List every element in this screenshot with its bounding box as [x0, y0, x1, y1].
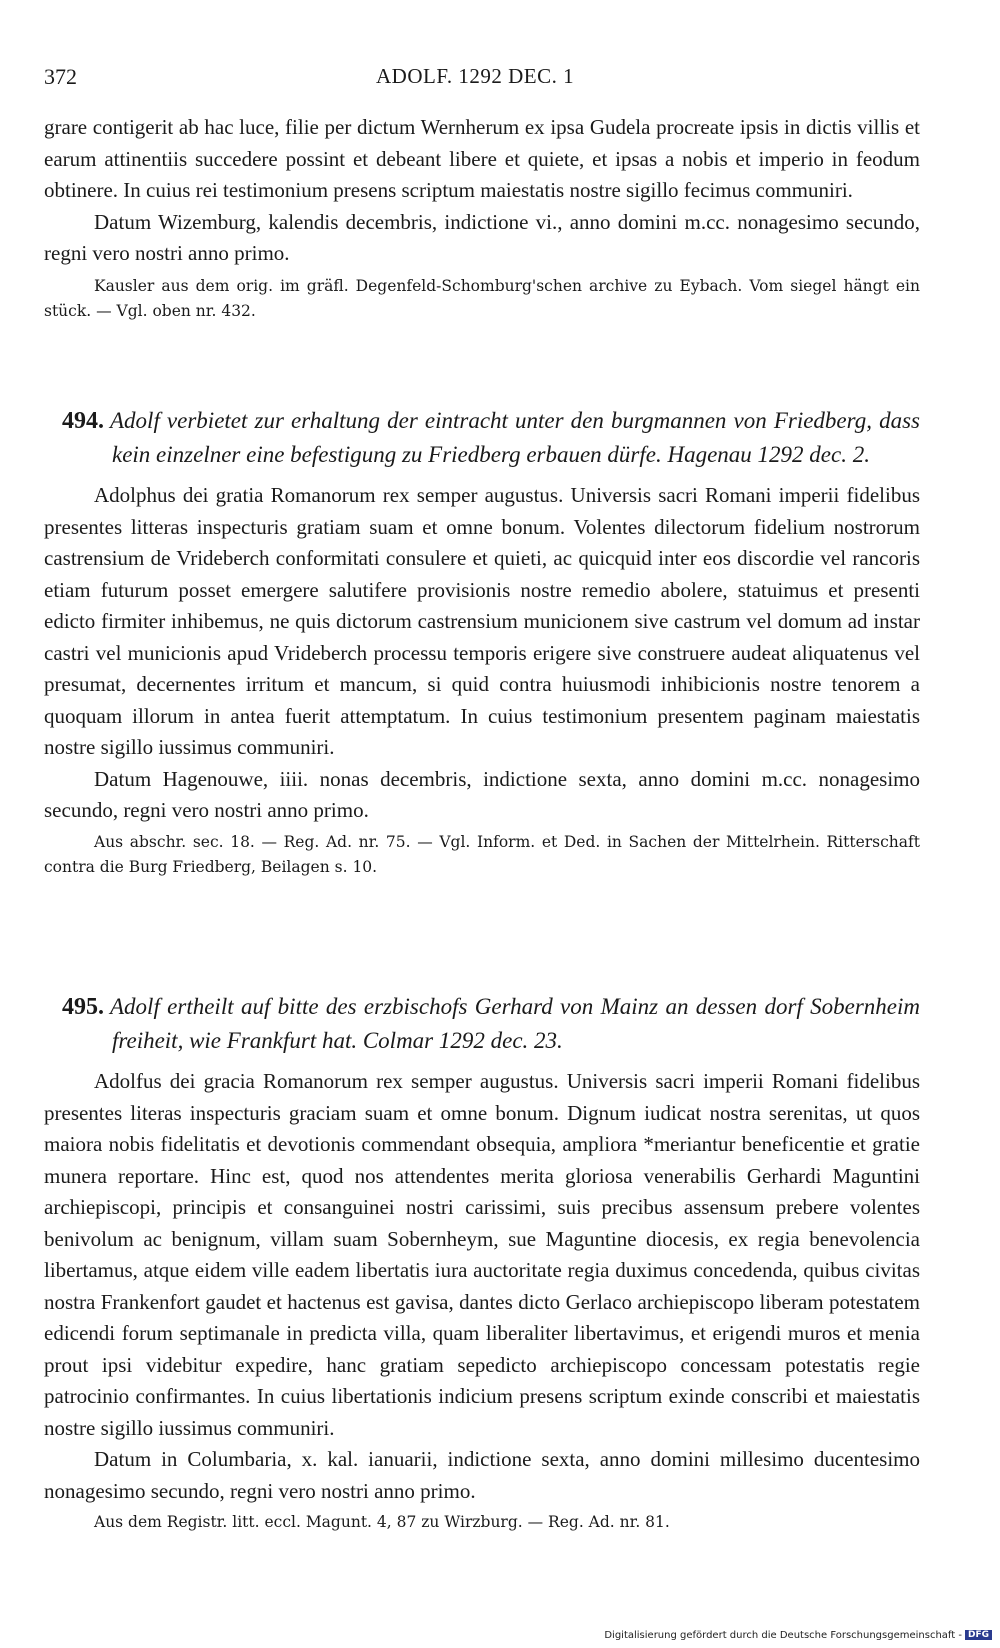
- page-number: 372: [44, 64, 77, 89]
- entry-494-datum: [44, 764, 920, 827]
- entry-494-datum-text: Datum Hagenouwe, iiii. nonas decembris, indictione sexta, anno domini m.cc. nonagesimo secundo, regni vero nostri anno primo.: [44, 766, 920, 822]
- entry-495-source-note-text: Aus dem Registr. litt. eccl. Magunt. 4, 87 zu Wirzburg. — Reg. Ad. nr. 81.: [94, 1513, 670, 1531]
- dfg-logo: DFG: [965, 1630, 992, 1640]
- entry-495-heading: [44, 990, 920, 1057]
- entry-494-text: [44, 480, 920, 764]
- entry-495-title: Adolf ertheilt auf bitte des erzbischofs Gerhard von Mainz an dessen dorf Sobernheim freiheit, wie Frankfurt hat. Colmar 1292 dec. 23.: [110, 994, 920, 1053]
- intro-section: [44, 112, 920, 324]
- entry-494: [44, 404, 920, 880]
- digitization-credit: [604, 1630, 992, 1641]
- intro-datum-text: Datum Wizemburg, kalendis decembris, indictione vi., anno domini m.cc. nonagesimo secundo, regni vero nostri anno primo.: [44, 209, 920, 265]
- entry-495-datum-text: Datum in Columbaria, x. kal. ianuarii, indictione sexta, anno domini millesimo ducentesimo nonagesimo secundo, regni vero nostri anno primo.: [44, 1447, 920, 1503]
- page-header: [44, 64, 920, 96]
- entry-495-datum: [44, 1444, 920, 1507]
- intro-source-note: [44, 274, 920, 324]
- entry-494-title: Adolf verbietet zur erhaltung der eintracht unter den burgmannen von Friedberg, dass kein einzelner eine befestigung zu Friedberg erbauen dürfe. Hagenau 1292 dec. 2.: [110, 408, 920, 467]
- intro-paragraph: grare contigerit ab hac luce, filie per dictum Wernherum ex ipsa Gudela procreate ipsis in dictis villis et earum attinentiis succedere possint et debeant libere et quiete, et ipsas a nobis et imperio in feodum obtinere. In cuius rei testimonium presens scriptum maiestatis nostre sigillo fecimus communiri.: [44, 115, 920, 202]
- credit-text: Digitalisierung gefördert durch die Deutsche Forschungsgemeinschaft -: [604, 1630, 962, 1641]
- entry-495-number: 495.: [62, 994, 104, 1020]
- intro-datum: [44, 207, 920, 270]
- entry-494-text-content: Adolphus dei gratia Romanorum rex semper augustus. Universis sacri Romani imperii fidelibus presentes litteras inspecturis gratiam suam et omne bonum. Volentes dilectorum fidelium nostrorum castrensium de Vrideberch conformitati consulere et quieti, ac quicquid inter eos discordie vel rancoris etiam futurum posset emergere salutifere provisionis nostre remedio abolere, statuimus et presenti edicto firmiter inhibemus, ne quis dictorum castrensium municionem sive castrum vel domum ad instar castri vel municionis apud Vrideberch processu temporis erigere sive construere audeat aliquatenus vel presumat, decernentes irritum et mancum, si quid contra huiusmodi inhibicionis nostre tenorem a quoquam illorum in antea fuerit attemptatum. In cuius testimonium presentem paginam maiestatis nostre sigillo iussimus communiri.: [44, 483, 920, 759]
- entry-495-text-content: Adolfus dei gracia Romanorum rex semper augustus. Universis sacri imperii Romani fidelibus presentes literas inspecturis graciam suam et omne bonum. Dignum iudicat nostra serenitas, ut quos maiora nobis fidelitatis et devotionis commendant obsequia, ampliora *meriantur beneficentie et gratie munera reportare. Hinc est, quod nos attendentes merita gloriosa venerabilis Gerhardi Maguntini archiepiscopi, principis et consanguinei nostri carissimi, suis precibus assensum prebere volentes benivolum ac benignum, villam suam Sobernheym, sue Maguntine diocesis, ex regia benevolencia libertamus, atque eidem ville eadem libertatis iura auctoritate regia duximus concedenda, quibus civitas nostra Frankenfort gaudet et hactenus est gavisa, dantes dicto Gerlaco archiepiscopo liberam potestatem edicendi forum septimanale in predicta villa, quam liberaliter libertavimus, et erigendi muros et menia prout ipsi videbitur expedire, hanc gratiam sepedicto archiepiscopo concessam potestatis regie patrocinio confirmantes. In cuius libertationis indicium presens scriptum exinde conscribi et maiestatis nostre sigillo iussimus communiri.: [44, 1069, 920, 1440]
- entry-495-source-note: [44, 1510, 920, 1535]
- intro-source-note-text: Kausler aus dem orig. im gräfl. Degenfeld-Schomburg'schen archive zu Eybach. Vom siegel hängt ein stück. — Vgl. oben nr. 432.: [44, 276, 920, 320]
- entry-494-number: 494.: [62, 408, 104, 434]
- entry-494-source-note-text: Aus abschr. sec. 18. — Reg. Ad. nr. 75. — Vgl. Inform. et Ded. in Sachen der Mittelrhein. Ritterschaft contra die Burg Friedberg, Beilagen s. 10.: [44, 832, 920, 876]
- running-title: ADOLF. 1292 DEC. 1: [376, 64, 575, 88]
- entry-495-text: [44, 1066, 920, 1444]
- entry-494-heading: [44, 404, 920, 471]
- entry-494-source-note: [44, 830, 920, 880]
- entry-495: [44, 990, 920, 1535]
